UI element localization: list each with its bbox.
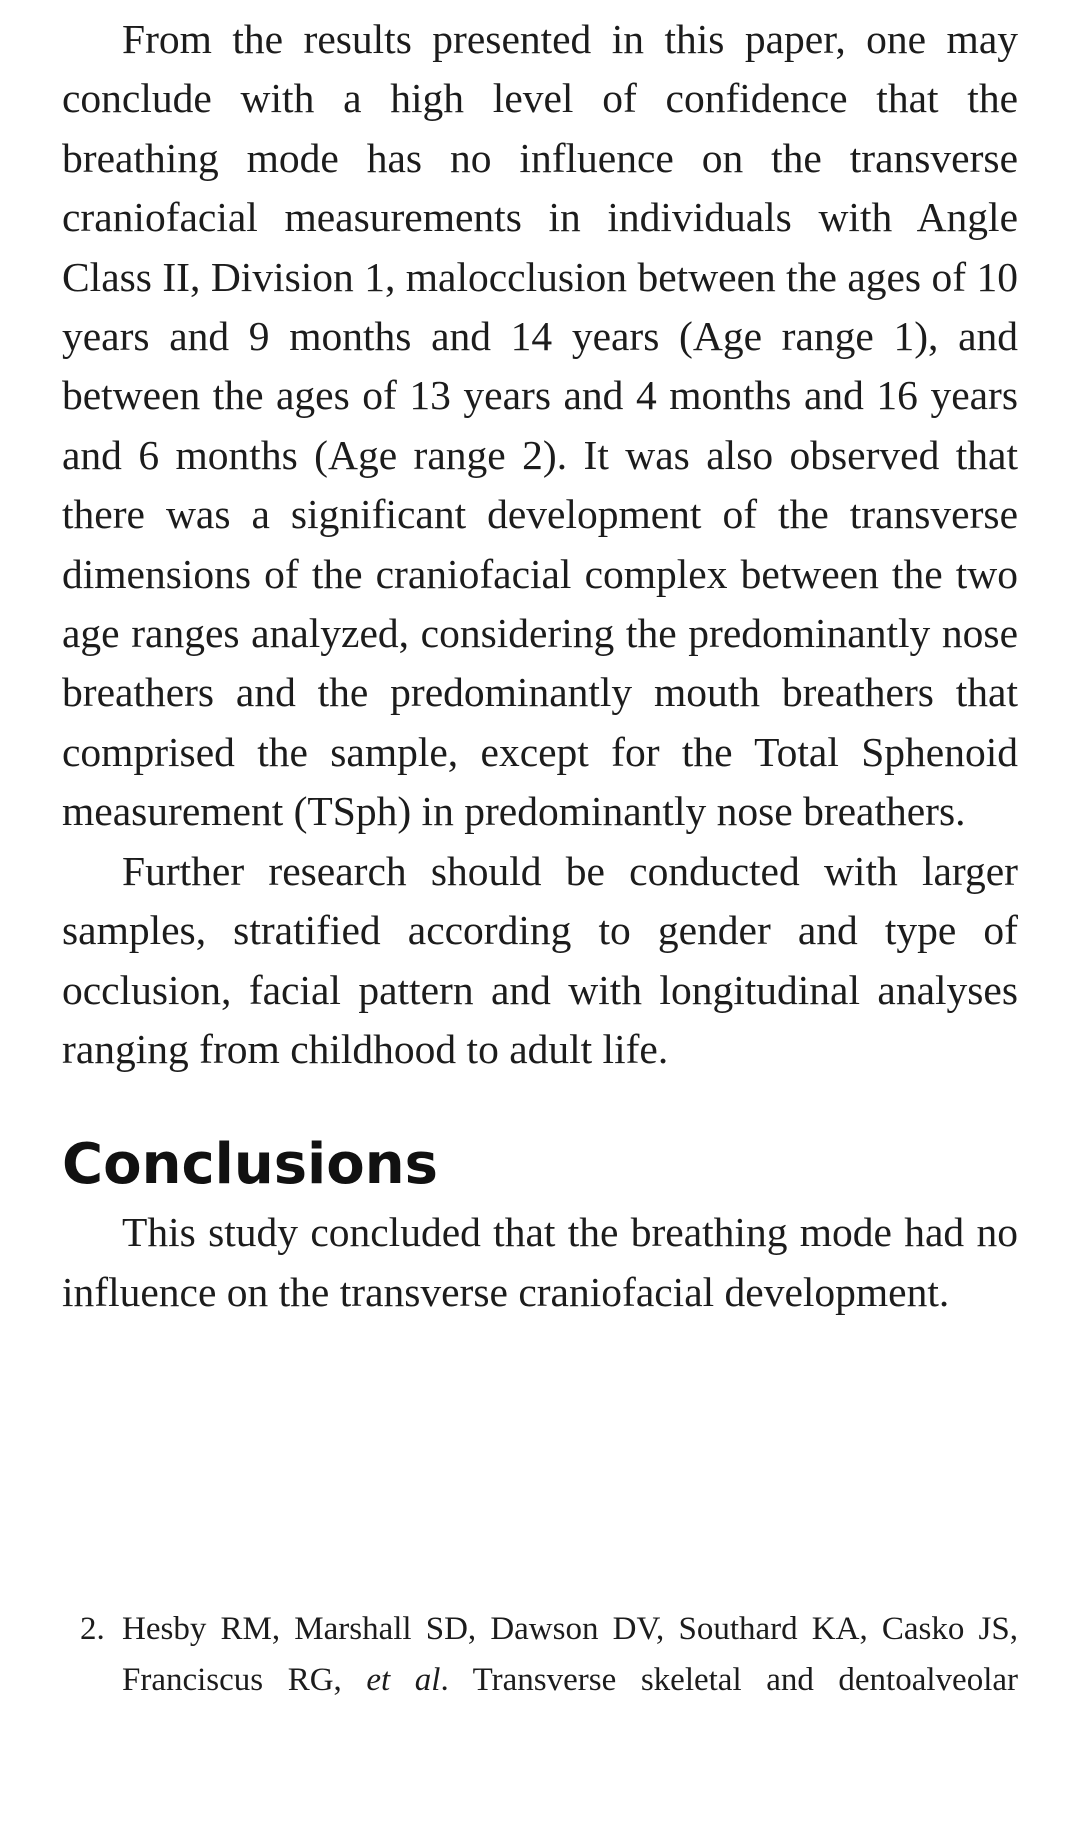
conclusions-paragraph: This study concluded that the breathing mode had no influence on the transverse craniofacial development. (62, 1209, 1018, 1315)
reference-et-al: et al (366, 1661, 441, 1698)
references-list (80, 1604, 1018, 1705)
reference-text (122, 1604, 1018, 1705)
reference-title: . Transverse skeletal and dentoalveolar (440, 1661, 1018, 1698)
discussion-paragraph: Further research should be conducted with larger samples, stratified according to gender and type of occlusion, facial pattern and with longitudinal analyses ranging from childhood to adult life. (62, 847, 1018, 1072)
reference-authors: Hesby RM, Marshall SD, Dawson DV, Southard KA, Casko JS, Franciscus RG, (122, 1611, 1018, 1698)
reference-number: 2. (80, 1611, 105, 1647)
reference-item (80, 1604, 1018, 1705)
section-heading-conclusions: Conclusions (62, 1132, 438, 1198)
article-page (62, 0, 1018, 1322)
discussion-paragraph: From the results presented in this paper, one may conclude with a high level of confidence that the breathing mode has no influence on the transverse craniofacial measurements in individuals with Angle Class II, Division 1, malocclusion between the ages of 10 years and 9 months and 14 years (Age range 1), and between the ages of 13 years and 4 months and 16 years and 6 months (Age range 2). It was also observed that there was a significant development of the transverse dimensions of the craniofacial complex between the two age ranges analyzed, considering the predominantly nose breathers and the predominantly mouth breathers that comprised the sample, except for the Total Sphenoid measurement (TSph) in predominantly nose breathers. (62, 16, 1018, 835)
